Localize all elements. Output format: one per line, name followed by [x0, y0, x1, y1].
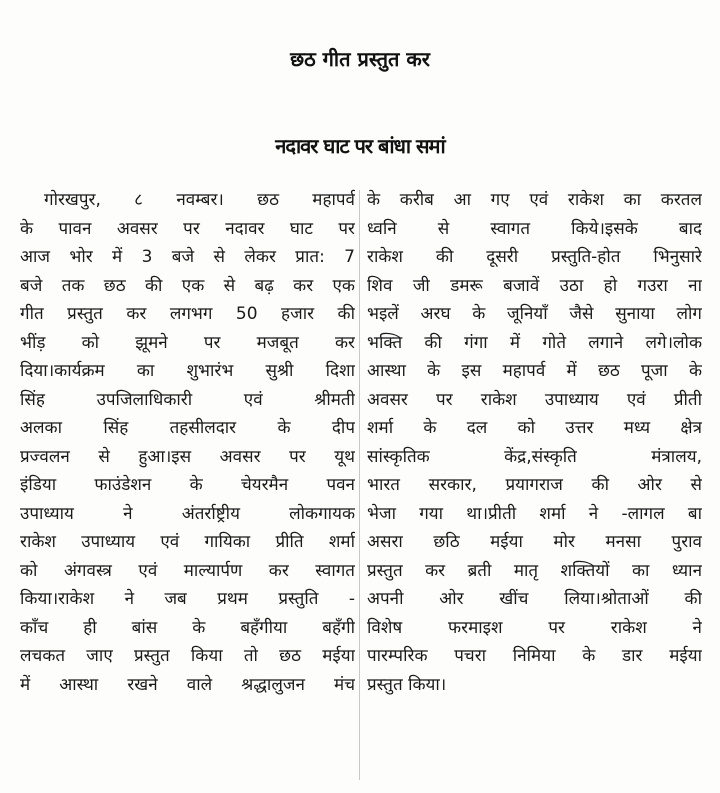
article-column-left [20, 186, 355, 699]
article-line: अपनी ओर खींच लिया।श्रोताओं की [367, 589, 702, 609]
article-line: प्रस्तुत कर ब्रती मातृ शक्तियों का ध्यान [367, 560, 702, 581]
article-line: काँच ही बांस के बहँगीया बहँगी [20, 617, 355, 638]
article-line: आस्था के इस महापर्व में छठ पूजा के [367, 361, 702, 381]
article-line: के पावन अवसर पर नदावर घाट पर [20, 218, 355, 239]
article-line: दिया।कार्यक्रम का शुभारंभ सुश्री दिशा [20, 361, 355, 381]
article-line: सिंह उपजिलाधिकारी एवं श्रीमती [20, 389, 355, 410]
article-line: भेजा गया था।प्रीती शर्मा ने -लागल बा [367, 503, 702, 524]
headline-line-1: छठ गीत प्रस्तुत कर [290, 47, 430, 71]
article-line: ध्वनि से स्वागत किये।इसके बाद [367, 218, 702, 239]
article-line: लचकत जाए प्रस्तुत किया तो छठ मईया [20, 646, 355, 666]
article-line: असरा छठि मईया मोर मनसा पुराव [367, 532, 702, 552]
article-line: भक्ति की गंगा में गोते लगाने लगे।लोक [367, 332, 702, 353]
article-line: भारत सरकार, प्रयागराज की ओर से [367, 475, 702, 495]
article-line: विशेष फरमाइश पर राकेश ने [367, 617, 702, 638]
article-line: शर्मा के दल को उत्तर मध्य क्षेत्र [367, 418, 702, 438]
article-line: राकेश की दूसरी प्रस्तुति-होत भिनुसारे [367, 247, 702, 267]
article-line: के करीब आ गए एवं राकेश का करतल [367, 190, 702, 210]
article-line: आज भोर में 3 बजे से लेकर प्रात: 7 [20, 247, 355, 267]
article-line: भइलें अरघ के जूनियाँ जैसे सुनाया लोग [367, 304, 702, 324]
article-line: किया।राकेश ने जब प्रथम प्रस्तुति - [20, 589, 355, 609]
article-line: बजे तक छठ की एक से बढ़ कर एक [20, 275, 355, 296]
headline-line-2: नदावर घाट पर बांधा समां [275, 134, 445, 158]
article-line: सांस्कृतिक केंद्र,संस्कृति मंत्रालय, [367, 446, 702, 467]
article-line: अवसर पर राकेश उपाध्याय एवं प्रीती [367, 389, 702, 410]
article-line: उपाध्याय ने अंतर्राष्ट्रीय लोकगायक [20, 503, 355, 524]
article-line: प्रस्तुत किया। [367, 674, 447, 695]
article-line: पारम्परिक पचरा निमिया के डार मईया [367, 646, 702, 666]
article-line: में आस्था रखने वाले श्रद्धालुजन मंच [20, 674, 355, 695]
article-line: राकेश उपाध्याय एवं गायिका प्रीति शर्मा [20, 532, 355, 552]
article-line: गोरखपुर, ८ नवम्बर। छठ महापर्व [44, 190, 355, 210]
article-line: भींड़ को झूमने पर मजबूत कर [20, 332, 355, 353]
article-line: प्रज्वलन से हुआ।इस अवसर पर यूथ [20, 446, 355, 467]
article-line: गीत प्रस्तुत कर लगभग 50 हजार की [20, 304, 355, 324]
article-column-right [367, 186, 702, 699]
article-line: शिव जी डमरू बजावें उठा हो गउरा ना [367, 275, 702, 296]
column-divider [359, 190, 360, 780]
article-line: अलका सिंह तहसीलदार के दीप [20, 418, 355, 438]
article-line: को अंगवस्त्र एवं माल्यार्पण कर स्वागत [20, 560, 355, 581]
article-line: इंडिया फाउंडेशन के चेयरमैन पवन [20, 475, 355, 495]
